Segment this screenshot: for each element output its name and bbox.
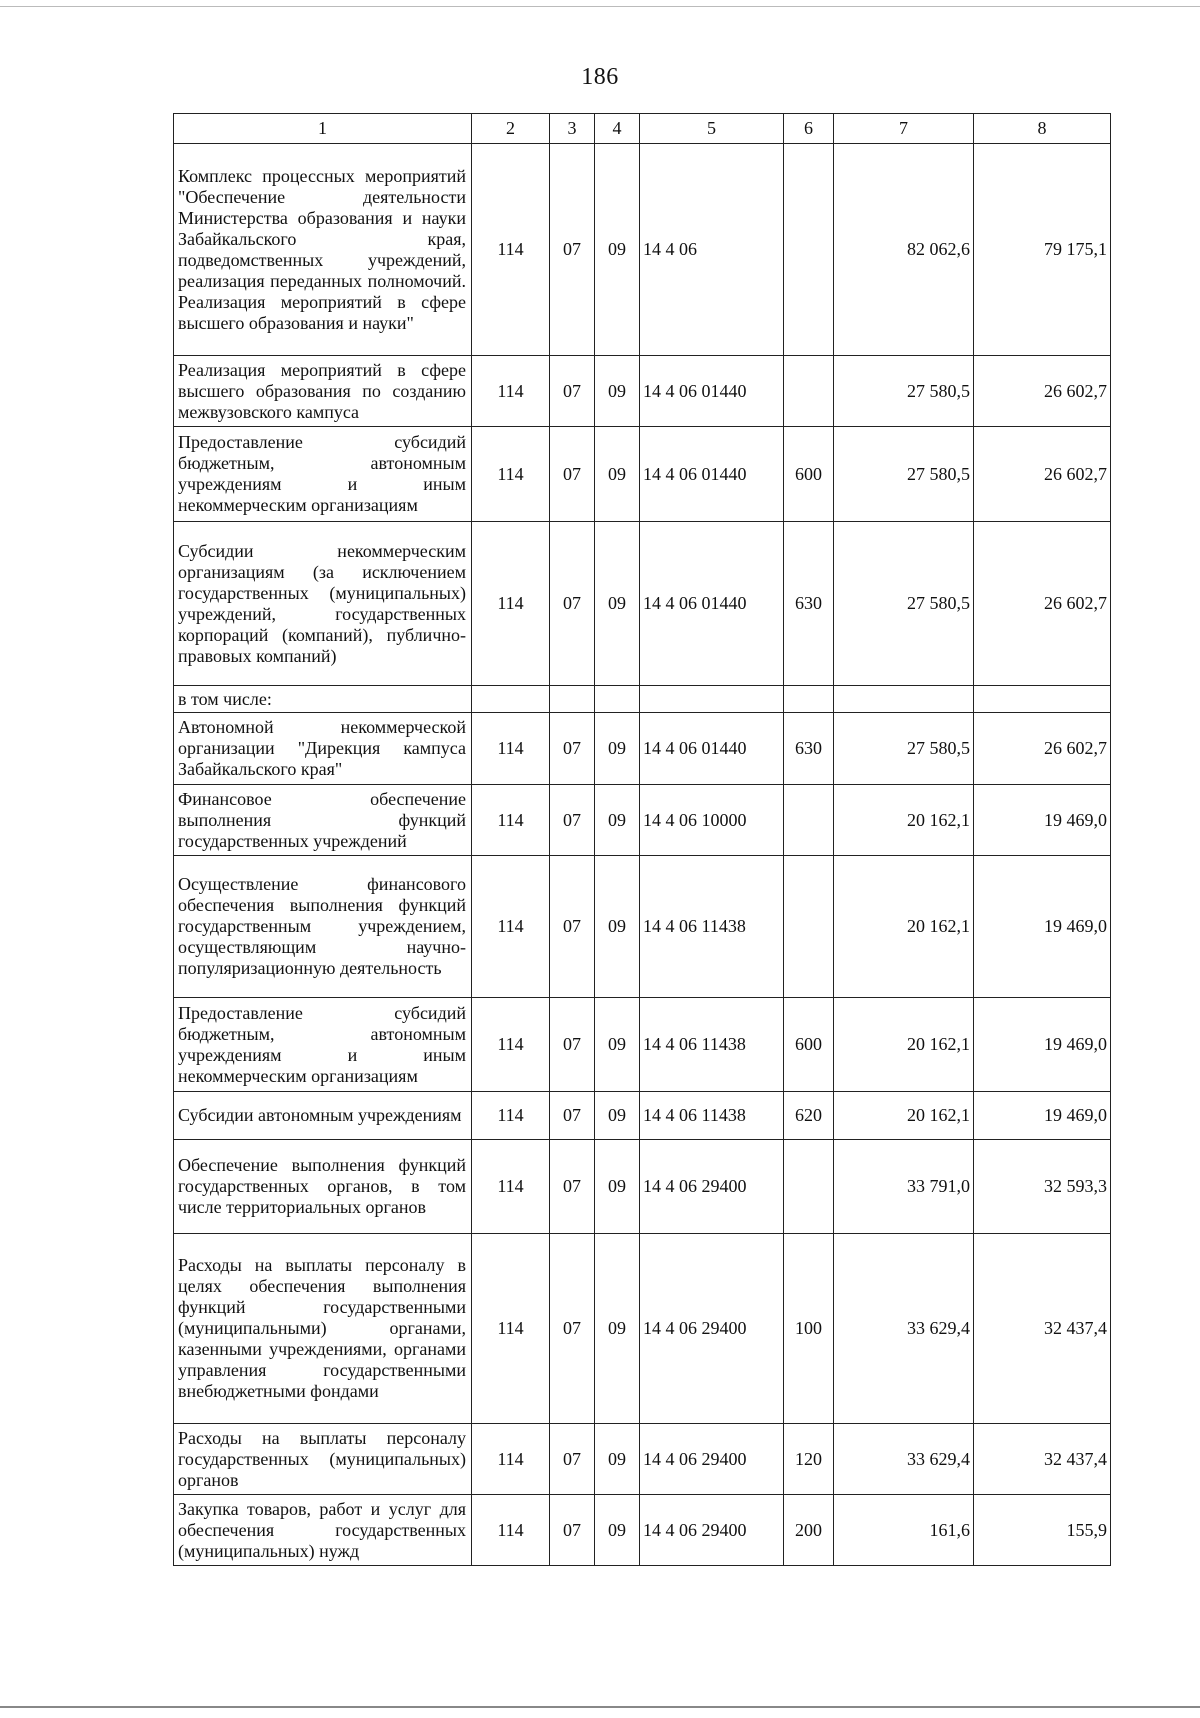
amount-col8-cell <box>974 686 1111 713</box>
subsection-cell: 09 <box>595 785 640 856</box>
expense-type-cell: 120 <box>784 1424 834 1495</box>
subsection-cell: 09 <box>595 1092 640 1140</box>
amount-col8-cell: 19 469,0 <box>974 856 1111 998</box>
amount-col8-cell: 26 602,7 <box>974 427 1111 522</box>
amount-col8-cell: 19 469,0 <box>974 785 1111 856</box>
section-cell: 07 <box>550 356 595 427</box>
target-article-cell: 14 4 06 10000 <box>640 785 784 856</box>
row-name-cell: Расходы на выплаты персоналу в целях обеспечения выполнения функций государственными (муниципальными) органами, казенными учреждениями, органами управления государственными внебюджетными фондами <box>174 1234 472 1424</box>
subsection-cell <box>595 686 640 713</box>
table-row <box>174 998 1111 1092</box>
header-col-2: 2 <box>472 114 550 144</box>
row-name-cell: Субсидии некоммерческим организациям (за исключением государственных (муниципальных) учреждений, государственных корпораций (компаний), публично-правовых компаний) <box>174 522 472 686</box>
amount-col7-cell: 33 629,4 <box>834 1424 974 1495</box>
table-row <box>174 1140 1111 1234</box>
header-col-1: 1 <box>174 114 472 144</box>
row-name-cell: Расходы на выплаты персоналу государственных (муниципальных) органов <box>174 1424 472 1495</box>
expense-type-cell <box>784 356 834 427</box>
target-article-cell: 14 4 06 01440 <box>640 713 784 785</box>
scan-edge-bottom <box>0 1706 1200 1708</box>
row-name-cell: Закупка товаров, работ и услуг для обеспечения государственных (муниципальных) нужд <box>174 1495 472 1566</box>
section-cell: 07 <box>550 1495 595 1566</box>
admin-code-cell: 114 <box>472 1495 550 1566</box>
table-row <box>174 522 1111 686</box>
admin-code-cell: 114 <box>472 785 550 856</box>
subsection-cell: 09 <box>595 1140 640 1234</box>
table-row <box>174 1092 1111 1140</box>
target-article-cell: 14 4 06 11438 <box>640 1092 784 1140</box>
subsection-cell: 09 <box>595 356 640 427</box>
header-col-5: 5 <box>640 114 784 144</box>
expense-type-cell: 600 <box>784 427 834 522</box>
amount-col8-cell: 32 437,4 <box>974 1424 1111 1495</box>
admin-code-cell: 114 <box>472 856 550 998</box>
target-article-cell: 14 4 06 11438 <box>640 856 784 998</box>
admin-code-cell: 114 <box>472 1092 550 1140</box>
amount-col7-cell: 27 580,5 <box>834 427 974 522</box>
header-col-3: 3 <box>550 114 595 144</box>
subsection-cell: 09 <box>595 427 640 522</box>
table-row <box>174 686 1111 713</box>
table-row <box>174 1234 1111 1424</box>
subsection-cell: 09 <box>595 522 640 686</box>
amount-col8-cell: 79 175,1 <box>974 144 1111 356</box>
row-name-cell: Субсидии автономным учреждениям <box>174 1092 472 1140</box>
target-article-cell: 14 4 06 29400 <box>640 1140 784 1234</box>
amount-col7-cell: 33 791,0 <box>834 1140 974 1234</box>
amount-col7-cell: 33 629,4 <box>834 1234 974 1424</box>
admin-code-cell: 114 <box>472 1140 550 1234</box>
admin-code-cell: 114 <box>472 522 550 686</box>
admin-code-cell <box>472 686 550 713</box>
row-name-cell: Предоставление субсидий бюджетным, автономным учреждениям и иным некоммерческим организациям <box>174 998 472 1092</box>
expense-type-cell: 200 <box>784 1495 834 1566</box>
admin-code-cell: 114 <box>472 144 550 356</box>
subsection-cell: 09 <box>595 1234 640 1424</box>
amount-col7-cell: 27 580,5 <box>834 522 974 686</box>
scan-edge-top <box>0 6 1200 7</box>
target-article-cell: 14 4 06 29400 <box>640 1424 784 1495</box>
amount-col8-cell: 26 602,7 <box>974 713 1111 785</box>
row-name-cell: Предоставление субсидий бюджетным, автономным учреждениям и иным некоммерческим организациям <box>174 427 472 522</box>
target-article-cell: 14 4 06 01440 <box>640 522 784 686</box>
section-cell: 07 <box>550 785 595 856</box>
row-name-cell: Осуществление финансового обеспечения выполнения функций государственным учреждением, осуществляющим научно-популяризационную деятельность <box>174 856 472 998</box>
section-cell: 07 <box>550 856 595 998</box>
amount-col8-cell: 32 593,3 <box>974 1140 1111 1234</box>
section-cell: 07 <box>550 427 595 522</box>
subsection-cell: 09 <box>595 856 640 998</box>
amount-col7-cell: 161,6 <box>834 1495 974 1566</box>
row-name-cell: Реализация мероприятий в сфере высшего образования по созданию межвузовского кампуса <box>174 356 472 427</box>
target-article-cell: 14 4 06 01440 <box>640 427 784 522</box>
row-name-cell: Финансовое обеспечение выполнения функций государственных учреждений <box>174 785 472 856</box>
row-name-cell: Обеспечение выполнения функций государственных органов, в том числе территориальных органов <box>174 1140 472 1234</box>
amount-col8-cell: 155,9 <box>974 1495 1111 1566</box>
target-article-cell: 14 4 06 29400 <box>640 1495 784 1566</box>
amount-col7-cell: 20 162,1 <box>834 785 974 856</box>
admin-code-cell: 114 <box>472 427 550 522</box>
table-row <box>174 713 1111 785</box>
section-cell: 07 <box>550 144 595 356</box>
amount-col7-cell: 27 580,5 <box>834 356 974 427</box>
admin-code-cell: 114 <box>472 1234 550 1424</box>
amount-col8-cell: 26 602,7 <box>974 356 1111 427</box>
table-row <box>174 1424 1111 1495</box>
expense-type-cell <box>784 144 834 356</box>
header-col-6: 6 <box>784 114 834 144</box>
admin-code-cell: 114 <box>472 1424 550 1495</box>
section-cell: 07 <box>550 1092 595 1140</box>
amount-col8-cell: 32 437,4 <box>974 1234 1111 1424</box>
expense-type-cell: 620 <box>784 1092 834 1140</box>
section-cell: 07 <box>550 998 595 1092</box>
section-cell: 07 <box>550 1424 595 1495</box>
subsection-cell: 09 <box>595 144 640 356</box>
amount-col7-cell: 20 162,1 <box>834 1092 974 1140</box>
table-row <box>174 785 1111 856</box>
expense-type-cell <box>784 785 834 856</box>
subsection-cell: 09 <box>595 1424 640 1495</box>
amount-col7-cell: 27 580,5 <box>834 713 974 785</box>
expense-type-cell: 600 <box>784 998 834 1092</box>
budget-table <box>173 113 1111 1566</box>
expense-type-cell <box>784 1140 834 1234</box>
amount-col7-cell <box>834 686 974 713</box>
target-article-cell: 14 4 06 <box>640 144 784 356</box>
section-cell: 07 <box>550 713 595 785</box>
table-header-row <box>174 114 1111 144</box>
target-article-cell <box>640 686 784 713</box>
admin-code-cell: 114 <box>472 356 550 427</box>
row-name-cell: в том числе: <box>174 686 472 713</box>
target-article-cell: 14 4 06 29400 <box>640 1234 784 1424</box>
expense-type-cell: 100 <box>784 1234 834 1424</box>
amount-col8-cell: 19 469,0 <box>974 1092 1111 1140</box>
page-number: 186 <box>581 64 619 90</box>
subsection-cell: 09 <box>595 998 640 1092</box>
row-name-cell: Комплекс процессных мероприятий "Обеспечение деятельности Министерства образования и науки Забайкальского края, подведомственных учреждений, реализация переданных полномочий. Реализация мероприятий в сфере высшего образования и науки" <box>174 144 472 356</box>
amount-col7-cell: 82 062,6 <box>834 144 974 356</box>
expense-type-cell <box>784 856 834 998</box>
section-cell: 07 <box>550 522 595 686</box>
subsection-cell: 09 <box>595 713 640 785</box>
header-col-8: 8 <box>974 114 1111 144</box>
section-cell <box>550 686 595 713</box>
table-row <box>174 1495 1111 1566</box>
table-row <box>174 144 1111 356</box>
section-cell: 07 <box>550 1234 595 1424</box>
expense-type-cell <box>784 686 834 713</box>
table-row <box>174 356 1111 427</box>
amount-col7-cell: 20 162,1 <box>834 856 974 998</box>
header-col-4: 4 <box>595 114 640 144</box>
amount-col7-cell: 20 162,1 <box>834 998 974 1092</box>
amount-col8-cell: 26 602,7 <box>974 522 1111 686</box>
table-row <box>174 427 1111 522</box>
amount-col8-cell: 19 469,0 <box>974 998 1111 1092</box>
expense-type-cell: 630 <box>784 713 834 785</box>
admin-code-cell: 114 <box>472 713 550 785</box>
target-article-cell: 14 4 06 01440 <box>640 356 784 427</box>
header-col-7: 7 <box>834 114 974 144</box>
table-row <box>174 856 1111 998</box>
section-cell: 07 <box>550 1140 595 1234</box>
admin-code-cell: 114 <box>472 998 550 1092</box>
target-article-cell: 14 4 06 11438 <box>640 998 784 1092</box>
row-name-cell: Автономной некоммерческой организации "Дирекция кампуса Забайкальского края" <box>174 713 472 785</box>
expense-type-cell: 630 <box>784 522 834 686</box>
subsection-cell: 09 <box>595 1495 640 1566</box>
